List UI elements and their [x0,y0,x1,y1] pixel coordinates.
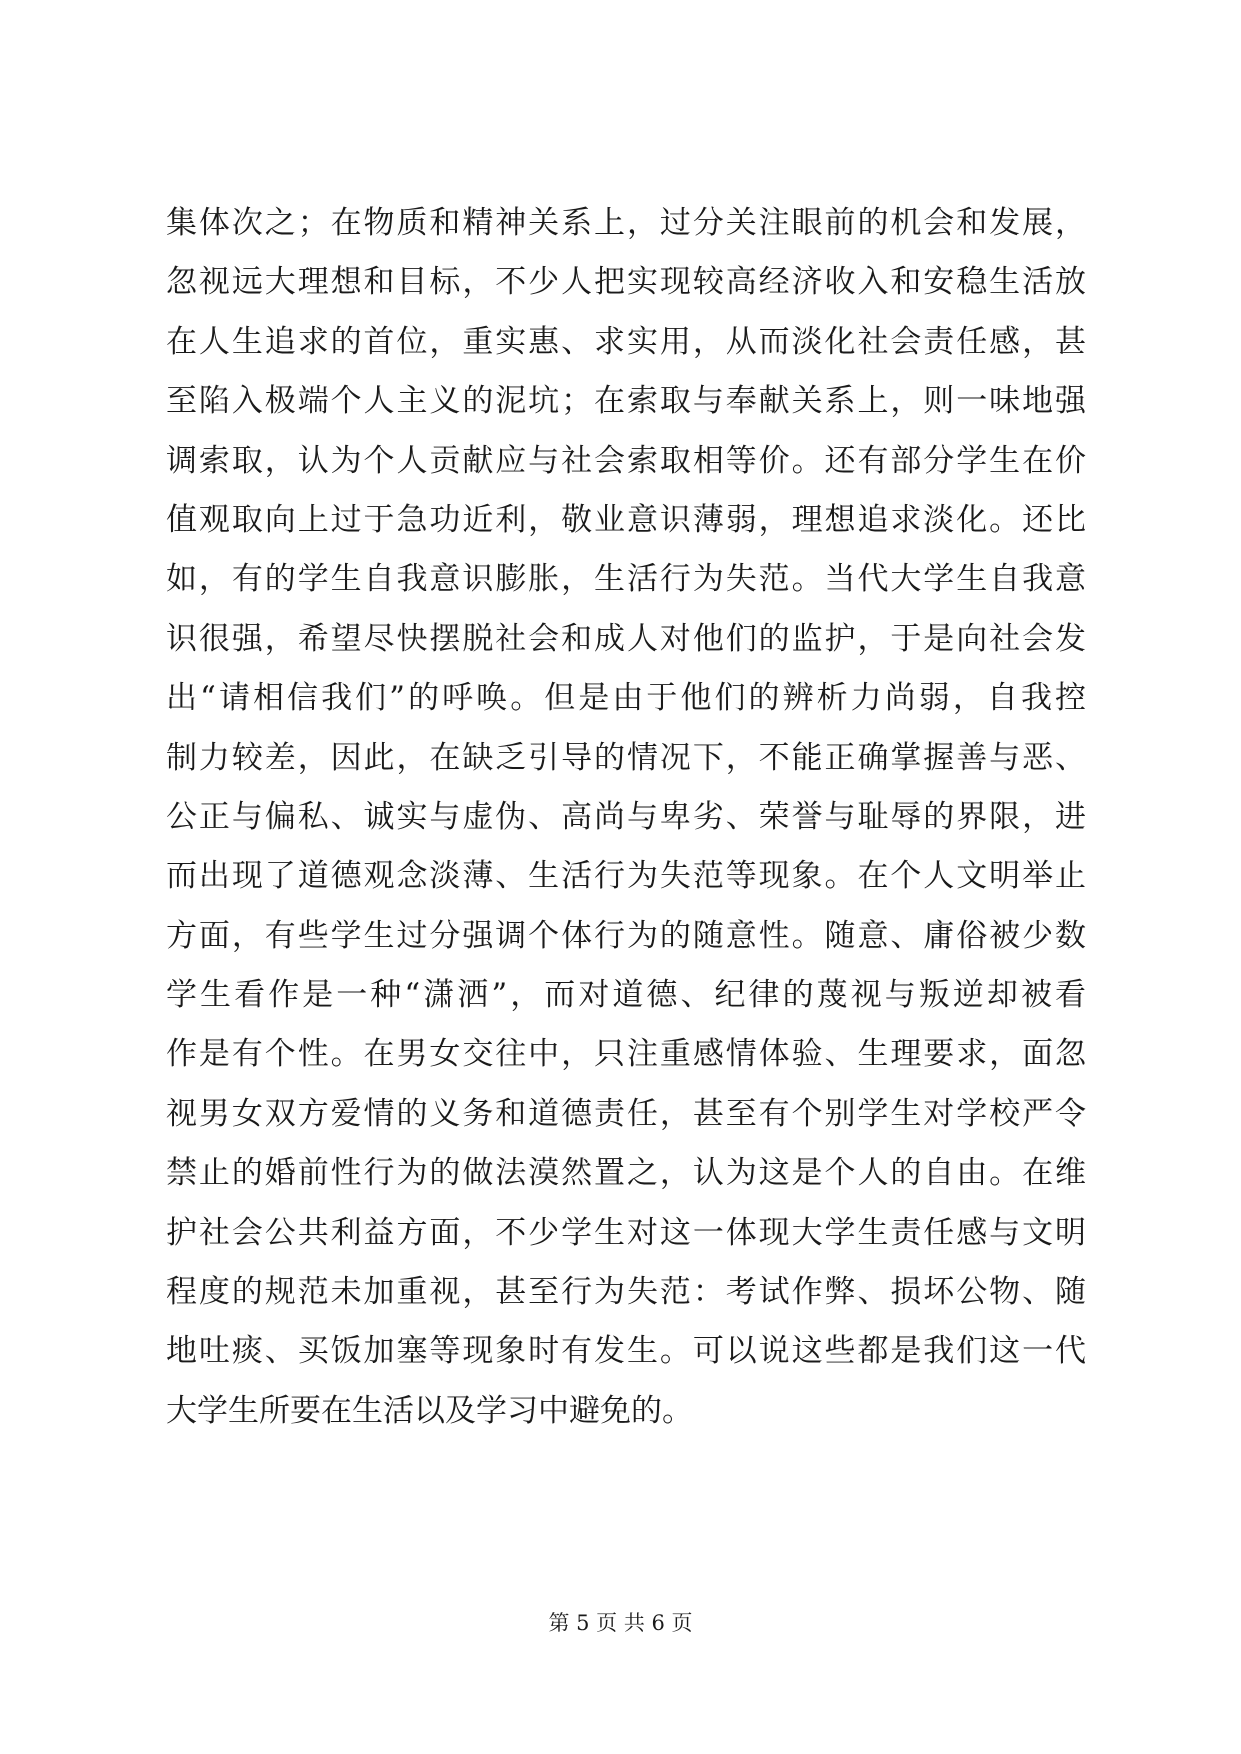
text-line: 识很强，希望尽快摆脱社会和成人对他们的监护，于是向社会发 [166,620,1086,657]
text-line: 制力较差，因此，在缺乏引导的情况下，不能正确掌握善与恶、 [166,739,1086,776]
text-line: 值观取向上过于急功近利，敬业意识薄弱，理想追求淡化。还比 [166,501,1086,538]
text-line: 如，有的学生自我意识膨胀，生活行为失范。当代大学生自我意 [166,561,1086,598]
text-line: 视男女双方爱情的义务和道德责任，甚至有个别学生对学校严令 [166,1095,1086,1132]
text-line: 大学生所要在生活以及学习中避免的。 [166,1392,693,1429]
text-line: 程度的规范未加重视，甚至行为失范：考试作弊、损坏公物、随 [166,1274,1086,1311]
page-number-footer: 第 5 页 共 6 页 [548,1611,693,1635]
text-line: 在人生追求的首位，重实惠、求实用，从而淡化社会责任感，甚 [166,323,1086,360]
text-line: 忽视远大理想和目标，不少人把实现较高经济收入和安稳生活放 [166,264,1086,301]
text-line: 集体次之；在物质和精神关系上，过分关注眼前的机会和发展， [166,205,1086,241]
text-line: 方面，有些学生过分强调个体行为的随意性。随意、庸俗被少数 [166,917,1086,954]
text-line: 公正与偏私、诚实与虚伪、高尚与卑劣、荣誉与耻辱的界限，进 [166,798,1086,835]
text-line: 学生看作是一种“潇洒”，而对道德、纪律的蔑视与叛逆却被看 [166,977,1086,1014]
body-paragraph [166,194,1086,1441]
text-line: 护社会公共利益方面，不少学生对这一体现大学生责任感与文明 [166,1214,1086,1251]
text-line: 出“请相信我们”的呼唤。但是由于他们的辨析力尚弱，自我控 [166,680,1086,717]
text-line: 作是有个性。在男女交往中，只注重感情体验、生理要求，面忽 [166,1036,1086,1073]
text-line: 调索取，认为个人贡献应与社会索取相等价。还有部分学生在价 [166,442,1086,479]
text-line: 地吐痰、买饭加塞等现象时有发生。可以说这些都是我们这一代 [166,1333,1086,1370]
text-line: 而出现了道德观念淡薄、生活行为失范等现象。在个人文明举止 [166,858,1086,895]
text-line: 至陷入极端个人主义的泥坑；在索取与奉献关系上，则一味地强 [166,383,1086,420]
text-line: 禁止的婚前性行为的做法漠然置之，认为这是个人的自由。在维 [166,1155,1086,1192]
